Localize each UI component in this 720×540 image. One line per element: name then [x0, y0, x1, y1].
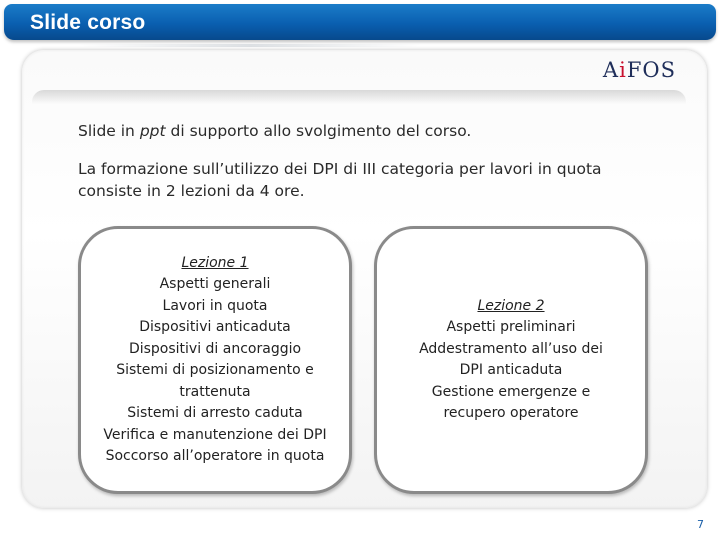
lesson-2-item: Aspetti preliminari [446, 319, 576, 335]
page-number: 7 [697, 518, 704, 531]
lesson-2-item: Addestramento all’uso dei DPI anticaduta [419, 340, 603, 378]
lesson-1-item: Lavori in quota [162, 297, 268, 314]
logo-accent: i [619, 58, 627, 82]
lesson-1-item: Aspetti generali [159, 276, 271, 292]
lesson-2-title: Lezione 2 [477, 297, 545, 314]
training-paragraph: La formazione sull’utilizzo dei DPI di III categoria per lavori in quota consiste in 2 lezioni da 4 ore. [78, 160, 602, 200]
panel-header-band [32, 90, 686, 104]
lesson-1-title: Lezione 1 [181, 254, 249, 271]
intro-text-start: Slide in [78, 122, 140, 140]
lesson-1-item: Sistemi di arresto caduta [127, 405, 303, 421]
lesson-2-item: Gestione emergenze e recupero operatore [431, 383, 591, 421]
lesson-1-box [78, 226, 352, 494]
lesson-1-item: Dispositivi di ancoraggio [128, 340, 302, 357]
logo-suffix: FOS [626, 58, 676, 82]
aifos-logo [603, 58, 676, 82]
intro-text-end: di supporto allo svolgimento del corso. [165, 122, 472, 140]
lesson-2-box [374, 226, 648, 494]
intro-paragraph [78, 120, 638, 142]
title-bar [4, 4, 716, 40]
slide-title: Slide corso [30, 11, 146, 34]
intro-text-italic: ppt [139, 122, 166, 140]
title-underline [80, 44, 420, 47]
logo-prefix: A [602, 58, 620, 82]
lesson-1-item: Soccorso all’operatore in quota [105, 448, 325, 464]
lesson-1-item: Verifica e manutenzione dei DPI [103, 426, 327, 443]
lesson-1-item: Sistemi di posizionamento e trattenuta [116, 362, 314, 400]
lesson-1-item: Dispositivi anticaduta [139, 319, 291, 335]
